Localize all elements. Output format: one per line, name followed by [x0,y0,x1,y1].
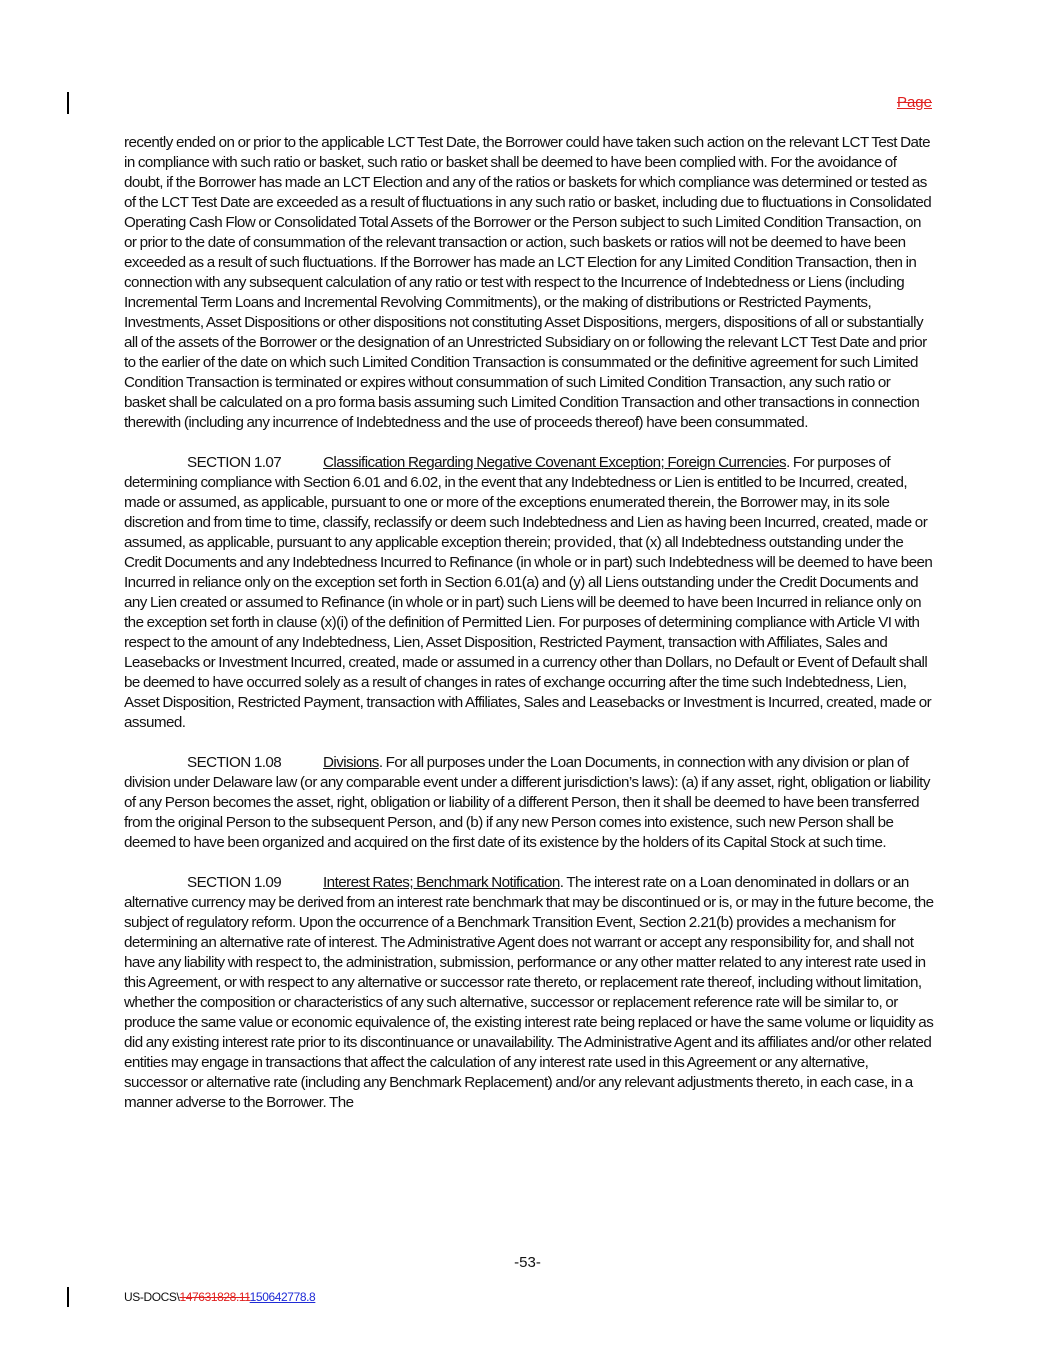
section-1-07 [124,453,934,733]
section-text-continued: , that (x) all Indebtedness outstanding under the Credit Documents and any Indebtedness Incurred to Refinance (in whole or in part) such Indebtedness will be deemed to have been Incurred in reliance only on the exception set forth in Section 6.01(a) and (y) all Liens outstanding under the Credit Documents and any Lien created or assumed to Refinance (in whole or in part) such Liens will be deemed to have been Incurred in reliance only on the exception set forth in clause (x)(i) of the definition of Permitted Lien. For purposes of determining compliance with Article VI with respect to the amount of any Indebtedness, Lien, Asset Disposition, Restricted Payment, transaction with Affiliates, Sales and Leasebacks or Investment Incurred, created, made or assumed in a currency other than Dollars, no Default or Event of Default shall be deemed to have occurred solely as a result of changes in rates of exchange occurring after the time such Indebtedness, Lien, Asset Disposition, Restricted Payment, transaction with Affiliates, Sales and Leasebacks or Investment is Incurred, created, made or assumed. [124,534,933,731]
document-body [124,133,934,1133]
section-number: SECTION 1.08 [187,754,282,771]
section-title: Divisions [323,754,379,771]
header-page-label-deleted: Page [896,94,932,111]
inserted-doc-id[interactable]: 150642778.8 [249,1290,316,1304]
section-text: . For all purposes under the Loan Documents, in connection with any division or plan of division under Delaware law (or any comparable event under a different jurisdiction’s laws): (a) if any asset, right, obligation or liability of any Person becomes the asset, right, obligation or liability of a different Person, then it shall be deemed to have been transferred from the original Person to the subsequent Person, and (b) if any new Person comes into existence, such new Person shall be deemed to have been organized and acquired on the first date of its existence by the holders of its Capital Stock at such time. [124,754,930,851]
section-text: . For purposes of determining compliance with Section 6.01 and 6.02, in the event that any Indebtedness or Lien is entitled to be Incurred, created, made or assumed, as applicable, pursuant to one or more of the exceptions enumerated therein, the Borrower may, in its sole discretion and from time to time, classify, reclassify or deem such Indebtedness and Lien as having been Incurred, created, made or assumed, as applicable, pursuant to any applicable exception therein; [124,454,928,551]
section-1-09 [124,873,934,1113]
section-title: Classification Regarding Negative Covenant Exception; Foreign Currencies [323,454,787,471]
section-1-08 [124,753,934,853]
continuation-paragraph: recently ended on or prior to the applicable LCT Test Date, the Borrower could have taken such action on the relevant LCT Test Date in compliance with such ratio or basket, such ratio or basket shall be deemed to have been complied with. For the avoidance of doubt, if the Borrower has made an LCT Election and any of the ratios or baskets for which compliance was determined or tested as of the LCT Test Date are exceeded as a result of fluctuations in any such ratio or basket, including due to fluctuations in Consolidated Operating Cash Flow or Consolidated Total Assets of the Borrower or the Person subject to such Limited Condition Transaction, on or prior to the date of consummation of the relevant transaction or action, such baskets or ratios will not be deemed to have been exceeded as a result of such fluctuations. If the Borrower has made an LCT Election for any Limited Condition Transaction, then in connection with any subsequent calculation of any ratio or test with respect to the Incurrence of Indebtedness or Liens (including Incremental Term Loans and Incremental Revolving Commitments), or the making of distributions or Restricted Payments, Investments, Asset Dispositions or other dispositions not constituting Asset Dispositions, mergers, dispositions of all or substantially all of the assets of the Borrower or the designation of an Unrestricted Subsidiary on or following the relevant LCT Test Date and prior to the earlier of the date on which such Limited Condition Transaction is consummated or the definitive agreement for such Limited Condition Transaction is terminated or expires without consummation of such Limited Condition Transaction, any such ratio or basket shall be calculated on a pro forma basis assuming such Limited Condition Transaction and other transactions in connection therewith (including any incurrence of Indebtedness and the use of proceeds thereof) have been consummated. [124,134,932,431]
deleted-doc-id: 147631828.11 [179,1290,250,1304]
page-number: -53- [514,1254,541,1271]
change-bar-bottom [67,1287,69,1307]
section-title: Interest Rates; Benchmark Notification [323,874,560,891]
provided-emphasis: provided [553,534,613,551]
section-number: SECTION 1.07 [187,454,282,471]
change-bar-top [67,92,69,114]
document-id [124,1290,315,1304]
doc-prefix: US-DOCS\ [124,1290,180,1304]
section-text: . The interest rate on a Loan denominated in dollars or an alternative currency may be derived from an interest rate benchmark that may be discontinued or is, or may in the future become, the subject of regulatory reform. Upon the occurrence of a Benchmark Transition Event, Section 2.21(b) provides a mechanism for determining an alternative rate of interest. The Administrative Agent does not warrant or accept any responsibility for, and shall not have any liability with respect to, the administration, submission, performance or any other matter related to any interest rate used in this Agreement, or with respect to any alternative or successor rate thereto, or replacement rate thereof, including without limitation, whether the composition or characteristics of any such alternative, successor or replacement reference rate will be similar to, or produce the same value or economic equivalence of, the existing interest rate being replaced or have the same volume or liquidity as did any existing interest rate prior to its discontinuance or unavailability. The Administrative Agent and its affiliates and/or other related entities may engage in transactions that affect the calculation of any interest rate used in this Agreement or any alternative, successor or alternative rate (including any Benchmark Replacement) and/or any relevant adjustments thereto, in each case, in a manner adverse to the Borrower. The [124,874,934,1111]
section-number: SECTION 1.09 [187,874,282,891]
